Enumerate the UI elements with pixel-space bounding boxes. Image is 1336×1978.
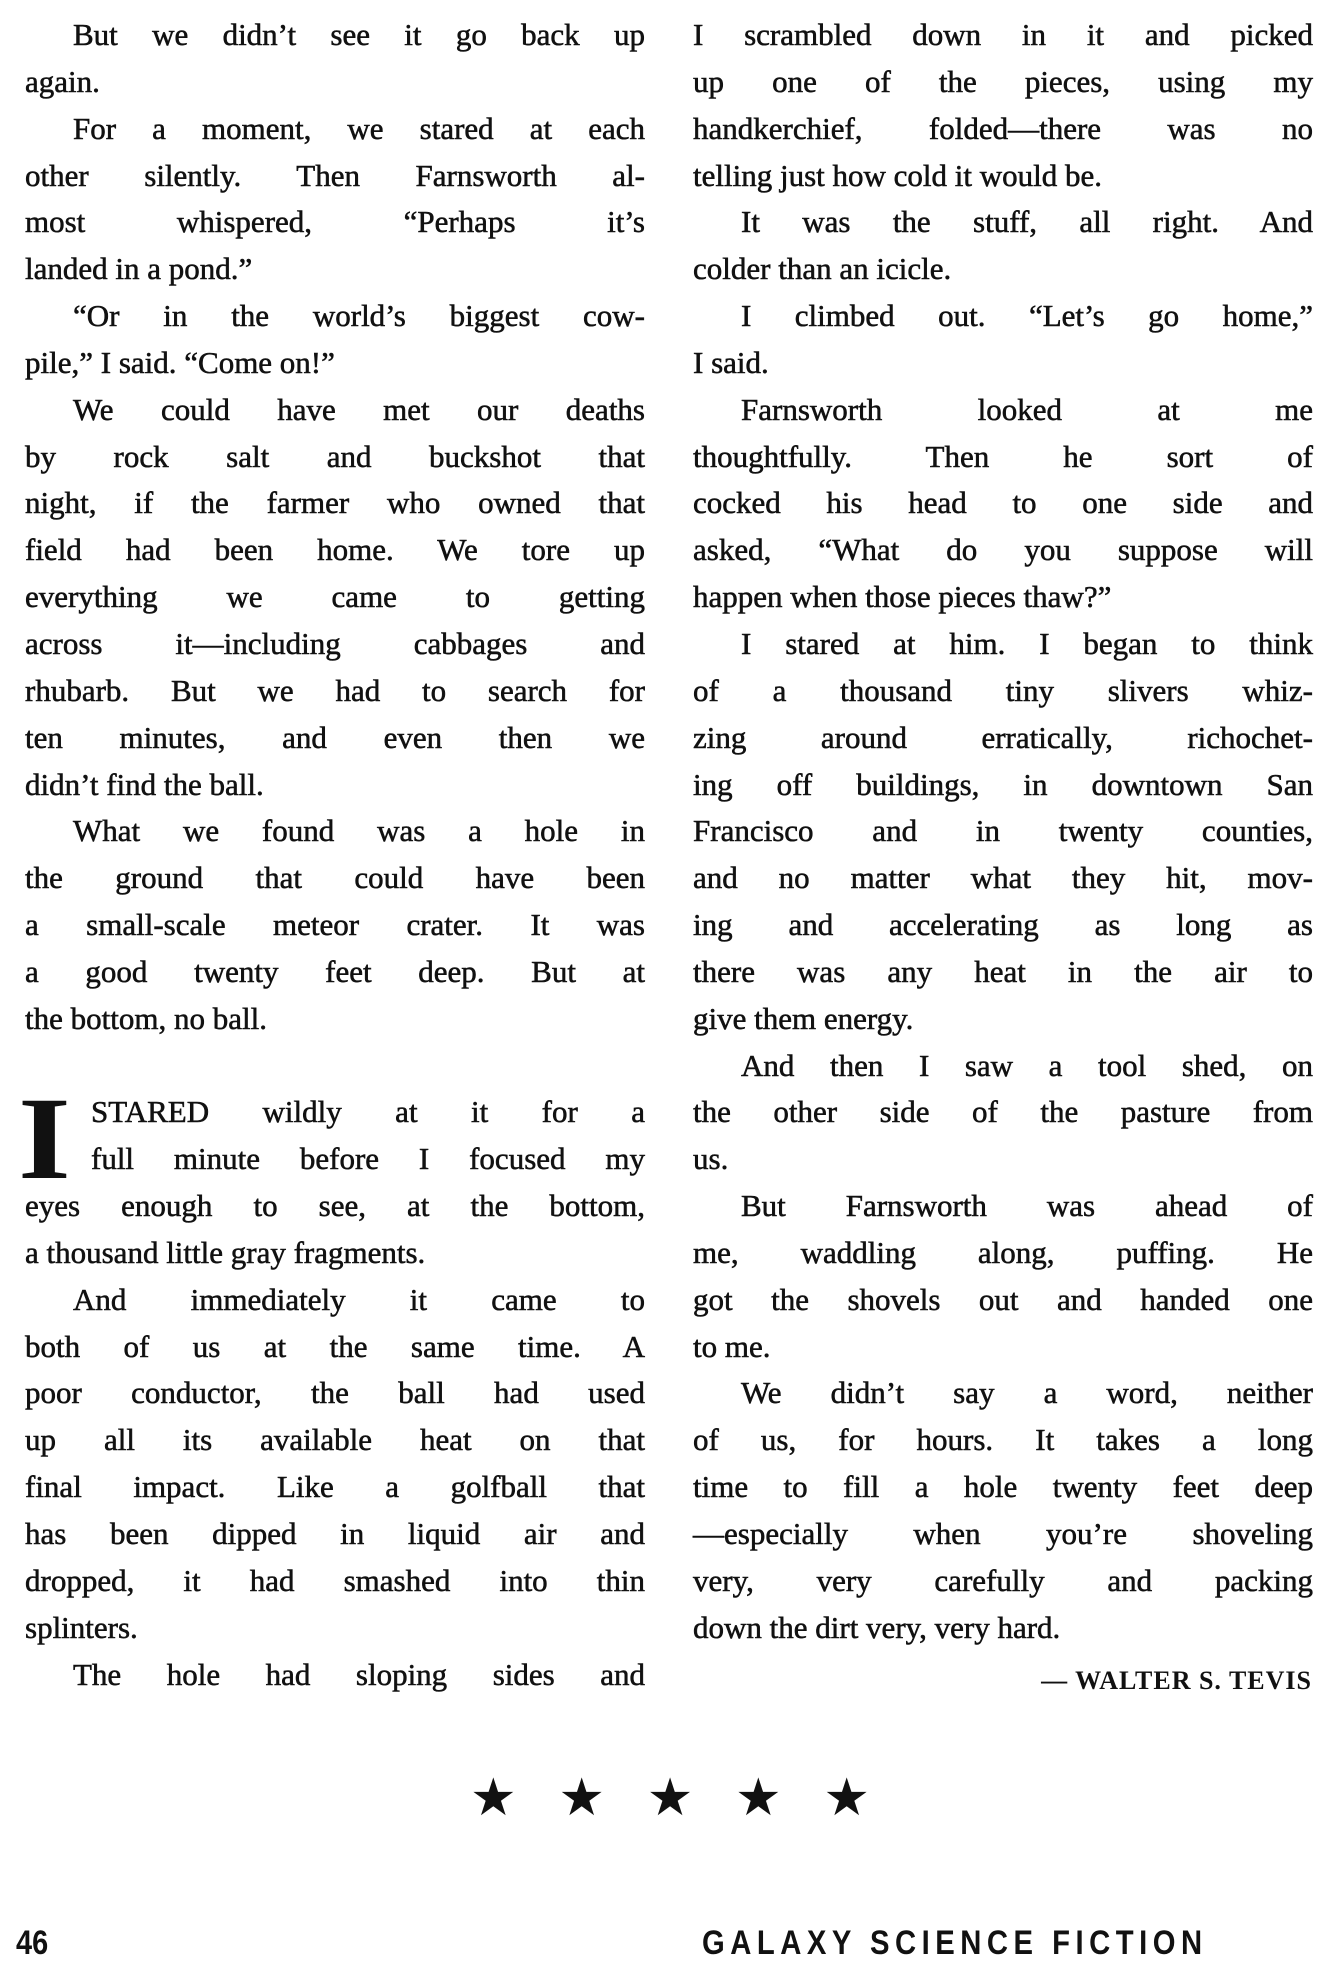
text-line: down the dirt very, very hard.	[693, 1609, 1061, 1645]
paragraph	[25, 1089, 645, 1276]
text-line: colder than an icicle.	[693, 251, 952, 287]
text-line: telling just how cold it would be.	[693, 157, 1102, 193]
text-line: And then I saw a tool shed, on	[741, 1047, 1313, 1083]
text-line: again.	[25, 63, 100, 99]
text-line: handkerchief, folded—there was no	[693, 110, 1313, 146]
paragraph	[693, 387, 1313, 621]
text-line: full minute before I focused my	[91, 1141, 645, 1177]
text-line: splinters.	[25, 1609, 138, 1645]
text-line: I said.	[693, 344, 769, 380]
text-line: ten minutes, and even then we	[25, 719, 645, 755]
text-line: by rock salt and buckshot that	[25, 438, 645, 474]
text-line: We didn’t say a word, neither	[741, 1375, 1313, 1411]
text-line: has been dipped in liquid air and	[25, 1516, 645, 1551]
text-line: got the shovels out and handed one	[693, 1281, 1313, 1317]
paragraph	[25, 293, 645, 387]
text-line: us.	[693, 1141, 729, 1177]
text-line: eyes enough to see, at the bottom,	[25, 1188, 645, 1224]
text-line: the bottom, no ball.	[25, 1000, 267, 1036]
paragraph	[25, 106, 645, 293]
text-line: a thousand little gray fragments.	[25, 1234, 426, 1270]
text-line: For a moment, we stared at each	[73, 110, 645, 146]
text-line: across it—including cabbages and	[25, 625, 645, 661]
text-line: up all its available heat on that	[25, 1422, 645, 1458]
text-line: a good twenty feet deep. But at	[25, 953, 645, 989]
paragraph	[693, 293, 1313, 387]
section-separator-stars	[470, 1768, 870, 1828]
text-line: Francisco and in twenty counties,	[693, 813, 1313, 849]
text-line: But we didn’t see it go back up	[73, 17, 645, 52]
text-line: there was any heat in the air to	[693, 953, 1313, 989]
star-icon: ★	[823, 1768, 870, 1828]
text-line: landed in a pond.”	[25, 251, 253, 287]
page-number: 46	[16, 1924, 49, 1962]
text-line: of a thousand tiny slivers whiz-	[693, 672, 1313, 708]
text-line: field had been home. We tore up	[25, 532, 645, 568]
paragraph	[25, 808, 645, 1042]
text-line: the ground that could have been	[25, 860, 645, 896]
text-line: of us, for hours. It takes a long	[693, 1422, 1313, 1458]
text-line: ing and accelerating as long as	[693, 907, 1313, 943]
paragraph	[25, 387, 645, 809]
text-line: final impact. Like a golfball that	[25, 1469, 645, 1505]
text-line: most whispered, “Perhaps it’s	[25, 204, 645, 240]
star-icon: ★	[470, 1768, 517, 1828]
text-line: didn’t find the ball.	[25, 766, 264, 802]
text-line: What we found was a hole in	[73, 813, 645, 849]
text-line: I scrambled down in it and picked	[693, 17, 1313, 52]
text-line: give them energy.	[693, 1000, 914, 1036]
paragraph	[693, 1183, 1313, 1370]
text-line: pile,” I said. “Come on!”	[25, 344, 335, 380]
drop-cap	[18, 1073, 71, 1204]
text-line: Farnsworth looked at me	[741, 391, 1313, 427]
author-byline: — WALTER S. TEVIS	[1041, 1666, 1312, 1695]
text-line: other silently. Then Farnsworth al-	[25, 157, 645, 193]
paragraph	[693, 1370, 1313, 1651]
text-line: STARED wildly at it for a	[91, 1094, 645, 1130]
text-line: very, very carefully and packing	[693, 1562, 1313, 1598]
text-line: me, waddling along, puffing. He	[693, 1234, 1313, 1270]
star-icon: ★	[646, 1768, 694, 1828]
text-line: —especially when you’re shoveling	[693, 1516, 1313, 1551]
star-icon: ★	[558, 1768, 605, 1828]
magazine-title: GALAXY SCIENCE FICTION	[702, 1924, 1208, 1962]
text-line: up one of the pieces, using my	[693, 63, 1313, 99]
text-line: “Or in the world’s biggest cow-	[73, 298, 645, 334]
paragraph	[693, 621, 1313, 1043]
text-line: asked, “What do you suppose will	[693, 532, 1313, 568]
text-line: everything we came to getting	[25, 579, 645, 615]
right-text-column	[693, 12, 1313, 1652]
text-line: cocked his head to one side and	[693, 485, 1313, 521]
text-line: to me.	[693, 1328, 771, 1364]
text-line: We could have met our deaths	[73, 391, 645, 427]
paragraph	[25, 1277, 645, 1652]
text-line: time to fill a hole twenty feet deep	[693, 1469, 1313, 1505]
text-line: poor conductor, the ball had used	[25, 1375, 645, 1411]
text-line: happen when those pieces thaw?”	[693, 579, 1112, 615]
text-line: thoughtfully. Then he sort of	[693, 438, 1313, 474]
text-line: dropped, it had smashed into thin	[25, 1562, 645, 1598]
paragraph	[693, 1043, 1313, 1184]
text-line: a small-scale meteor crater. It was	[25, 907, 645, 943]
text-line: I stared at him. I began to think	[741, 625, 1313, 661]
text-line: the other side of the pasture from	[693, 1094, 1313, 1130]
text-line: both of us at the same time. A	[25, 1328, 645, 1364]
text-line: night, if the farmer who owned that	[25, 485, 645, 521]
text-line: But Farnsworth was ahead of	[741, 1188, 1313, 1224]
paragraph	[693, 12, 1313, 199]
text-line: It was the stuff, all right. And	[741, 204, 1313, 240]
text-line: I climbed out. “Let’s go home,”	[741, 298, 1313, 334]
paragraph	[25, 12, 645, 106]
paragraph	[25, 1652, 645, 1699]
paragraph-spacer	[25, 1043, 645, 1090]
drop-cap-letter: I	[18, 1073, 71, 1204]
text-line: rhubarb. But we had to search for	[25, 672, 645, 708]
star-icon: ★	[735, 1768, 782, 1828]
text-line: zing around erratically, richochet-	[693, 719, 1313, 755]
text-line: The hole had sloping sides and	[73, 1656, 645, 1692]
left-text-column	[25, 12, 645, 1698]
paragraph	[693, 199, 1313, 293]
text-line: And immediately it came to	[73, 1281, 645, 1317]
text-line: and no matter what they hit, mov-	[693, 860, 1313, 896]
text-line: ing off buildings, in downtown San	[693, 766, 1313, 802]
